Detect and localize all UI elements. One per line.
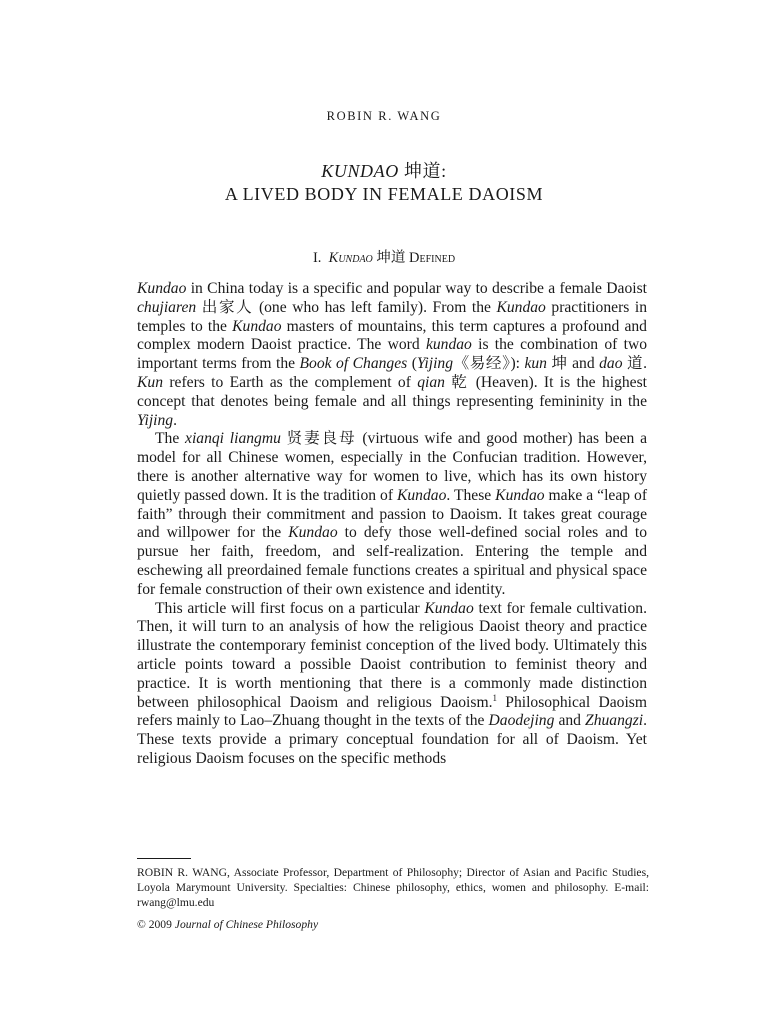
article-title [0, 160, 768, 206]
title-line-1: KUNDAO 坤道: [321, 161, 447, 181]
paragraph-3: This article will first focus on a particular Kundao text for female cultivation. Then, it will turn to an analysis of how the religious Daoist theory and practice illustrate the contemporary feminist conception of the lived body. Ultimately this article points toward a possible Daoist contribution to feminist theory and practice. It is worth mentioning that there is a commonly made distinction between philosophical Daoism and religious Daoism.$^1$ Philosophical Daoism refers mainly to Lao–Zhuang thought in the texts of the Daodejing and Zhuangzi. These texts provide a primary conceptual foundation for all of Daoism. Yet religious Daoism focuses on the specific methods [137, 599, 648, 767]
author-footnote: ROBIN R. WANG, Associate Professor, Department of Philosophy; Director of Asian and Pacific Studies, Loyola Marymount University. Specialties: Chinese philosophy, ethics, women and philosophy. E-mail: rwang@lmu.edu [137, 866, 649, 909]
title-line-2: A LIVED BODY IN FEMALE DAOISM [224, 184, 544, 204]
paragraph-1: Kundao in China today is a specific and popular way to describe a female Daoist chujiaren 出家人 (one who has left family). From the Kundao practitioners in temples to the Kundao masters of mountains, this term captures a profound and complex modern Daoist practice. The word kundao is the combination of two important terms from the Book of Changes (Yijing《易经》): kun 坤 and dao 道. Kun refers to Earth as the complement of qian 乾 (Heaven). It is the highest concept that denotes being female and all things representing femininity in the Yijing. [137, 280, 648, 429]
section-heading: I. Kundao 坤道 Defined [312, 250, 456, 266]
copyright-line: © 2009 Journal of Chinese Philosophy [137, 918, 319, 931]
paragraph-2: The xianqi liangmu 贤妻良母 (virtuous wife and good mother) has been a model for all Chinese women, especially in the Confucian tradition. However, there is another alternative way for women to live, which has its own history quietly passed down. It is the tradition of Kundao. These Kundao make a “leap of faith” through their commitment and passion to Daoism. It takes great courage and willpower for the Kundao to defy those well-defined social roles and to pursue her faith, freedom, and self-realization. Entering the temple and eschewing all preordained female functions creates a spiritual and physical space for female construction of their own existence and identity. [137, 430, 648, 598]
article-body [137, 280, 647, 769]
author-name: ROBIN R. WANG [326, 109, 442, 123]
footnote-rule [137, 858, 191, 859]
footnote-marker[interactable]: 1 [492, 692, 497, 703]
